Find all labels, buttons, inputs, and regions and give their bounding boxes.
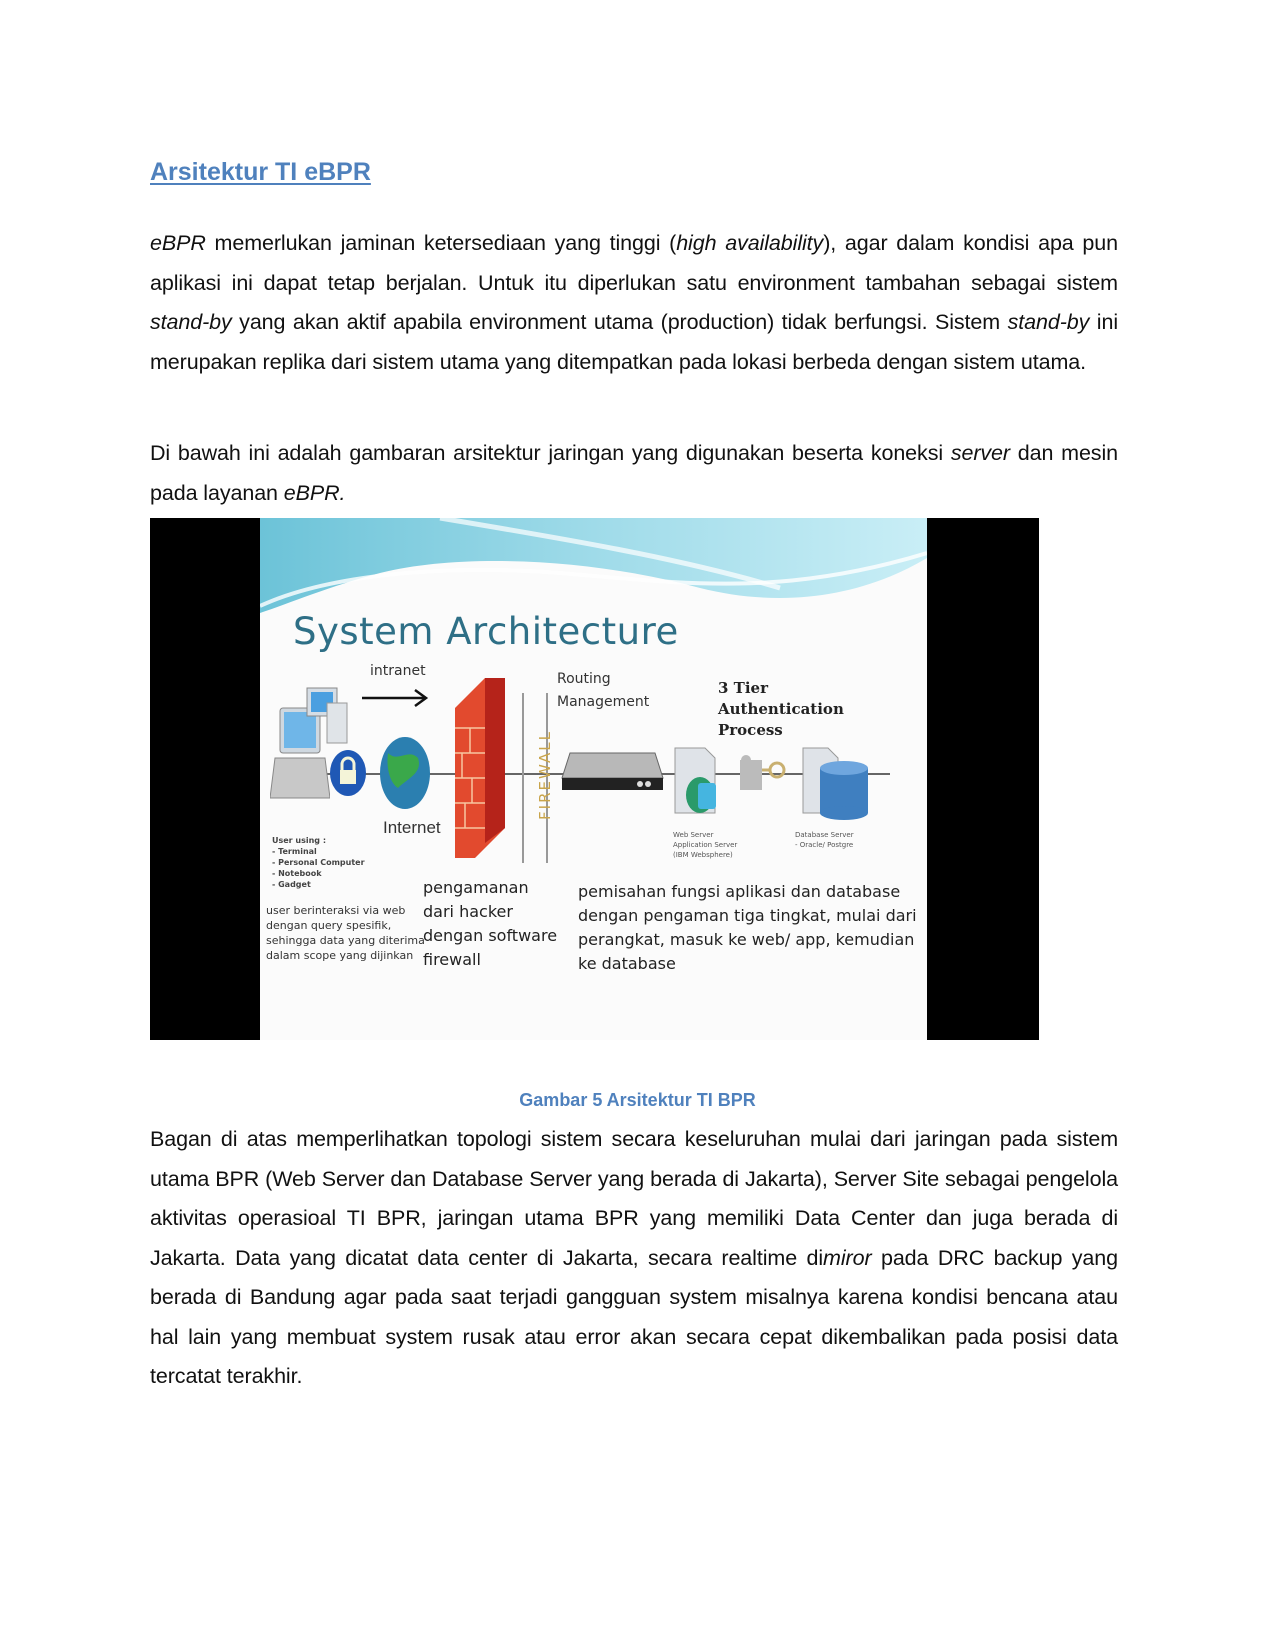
tier-description-line: perangkat, masuk ke web/ app, kemudian: [578, 930, 915, 949]
user-using-list: [272, 835, 365, 890]
tier-label-line: 3 Tier: [718, 679, 768, 697]
user-using-item: - Notebook: [272, 869, 322, 878]
firewall-label: FIREWALL: [535, 730, 554, 820]
tier-label: [718, 678, 844, 741]
text-run: Bagan di atas memperlihatkan topologi sistem secara keseluruhan mulai dari jaringan pada sistem utama BPR (Web Server dan Database Server yang berada di Jakarta), Server Site sebagai pengelola aktivitas operasioal TI BPR, jaringan utama BPR yang memiliki Data Center dan juga berada di Jakarta. Data yang dicatat data center di Jakarta, secara realtime di: [150, 1127, 1118, 1270]
paragraph-topology: [150, 1120, 1118, 1397]
text-run: yang akan aktif apabila environment utama (production) tidak berfungsi. Sistem: [231, 310, 1008, 334]
tier-description-line: pemisahan fungsi aplikasi dan database: [578, 882, 901, 901]
firewall-divider-left: [522, 693, 524, 863]
user-description-line: dalam scope yang dijinkan: [266, 949, 414, 962]
user-using-item: - Gadget: [272, 880, 311, 889]
architecture-figure: [150, 518, 1039, 1040]
user-using-item: User using :: [272, 836, 327, 845]
firewall-description-line: dengan software: [423, 926, 558, 945]
lock-icon: [328, 748, 368, 798]
paragraph-figure-intro: [150, 434, 1118, 513]
user-using-item: - Terminal: [272, 847, 317, 856]
db-server-label-line: - Oracle/ Postgre: [795, 841, 854, 849]
routing-label-line: Management: [557, 694, 650, 710]
tier-description-line: ke database: [578, 954, 676, 973]
italic-text: high availability: [676, 231, 824, 255]
slide-title: System Architecture: [293, 610, 679, 653]
web-server-label-line: (IBM Websphere): [673, 851, 733, 859]
tier-label-line: Authentication: [718, 700, 844, 718]
routing-label: [557, 668, 649, 714]
italic-text: server: [950, 441, 1010, 465]
text-run: ini merupakan replika dari sistem utama yang ditempatkan pada lokasi berbeda dengan sistem utama.: [150, 310, 1118, 374]
tier-label-line: Process: [718, 721, 783, 739]
text-run: pada DRC backup yang berada di Bandung agar pada saat terjadi gangguan system misalnya karena kondisi bencana atau hal lain yang membuat system rusak atau error akan secara cepat dikembalikan pada posisi data tercatat terakhir.: [150, 1245, 1118, 1388]
text-run: ), agar dalam kondisi apa pun aplikasi ini dapat tetap berjalan. Untuk itu diperlukan satu environment tambahan sebagai sistem: [150, 231, 1118, 295]
desktop-computer-icon: [305, 683, 350, 748]
italic-text: eBPR: [150, 231, 206, 255]
italic-text: stand-by: [150, 310, 232, 334]
firewall-description-line: firewall: [423, 950, 481, 969]
italic-text: stand-by: [1007, 310, 1090, 334]
figure-caption: Gambar 5 Arsitektur TI BPR: [519, 1090, 756, 1110]
router-icon: [560, 748, 665, 793]
internet-label: Internet: [383, 818, 441, 837]
italic-text: miror: [823, 1245, 872, 1270]
italic-text: eBPR.: [283, 480, 346, 505]
globe-icon: [378, 733, 433, 813]
firewall-description: [423, 876, 557, 972]
puzzle-key-icon: [732, 750, 792, 795]
user-description-line: user berinteraksi via web: [266, 904, 406, 917]
intranet-label: intranet: [370, 663, 426, 679]
web-server-icon: [670, 743, 725, 818]
user-description-line: dengan query spesifik,: [266, 919, 392, 932]
routing-label-line: Routing: [557, 671, 611, 687]
database-server-label: [795, 830, 854, 850]
web-server-label-line: Web Server: [673, 831, 714, 839]
user-description-line: sehingga data yang diterima: [266, 934, 425, 947]
user-using-item: - Personal Computer: [272, 858, 365, 867]
db-server-label-line: Database Server: [795, 831, 854, 839]
arrow-right-icon: [360, 688, 430, 708]
tier-description-line: dengan pengaman tiga tingkat, mulai dari: [578, 906, 917, 925]
paragraph-intro: [150, 224, 1118, 382]
user-description: [266, 903, 425, 963]
section-heading: Arsitektur TI eBPR: [150, 158, 371, 186]
firewall-brick-icon: [450, 668, 510, 868]
web-server-label: [673, 830, 737, 860]
slide: [260, 518, 927, 1040]
firewall-description-line: dari hacker: [423, 902, 513, 921]
firewall-description-line: pengamanan: [423, 878, 529, 897]
text-run: Di bawah ini adalah gambaran arsitektur jaringan yang digunakan beserta koneksi: [150, 441, 951, 465]
text-run: dan mesin pada layanan: [150, 441, 1118, 505]
tier-description: [578, 880, 917, 976]
text-run: memerlukan jaminan ketersediaan yang tinggi (: [205, 231, 677, 255]
web-server-label-line: Application Server: [673, 841, 738, 849]
database-server-icon: [798, 743, 873, 823]
